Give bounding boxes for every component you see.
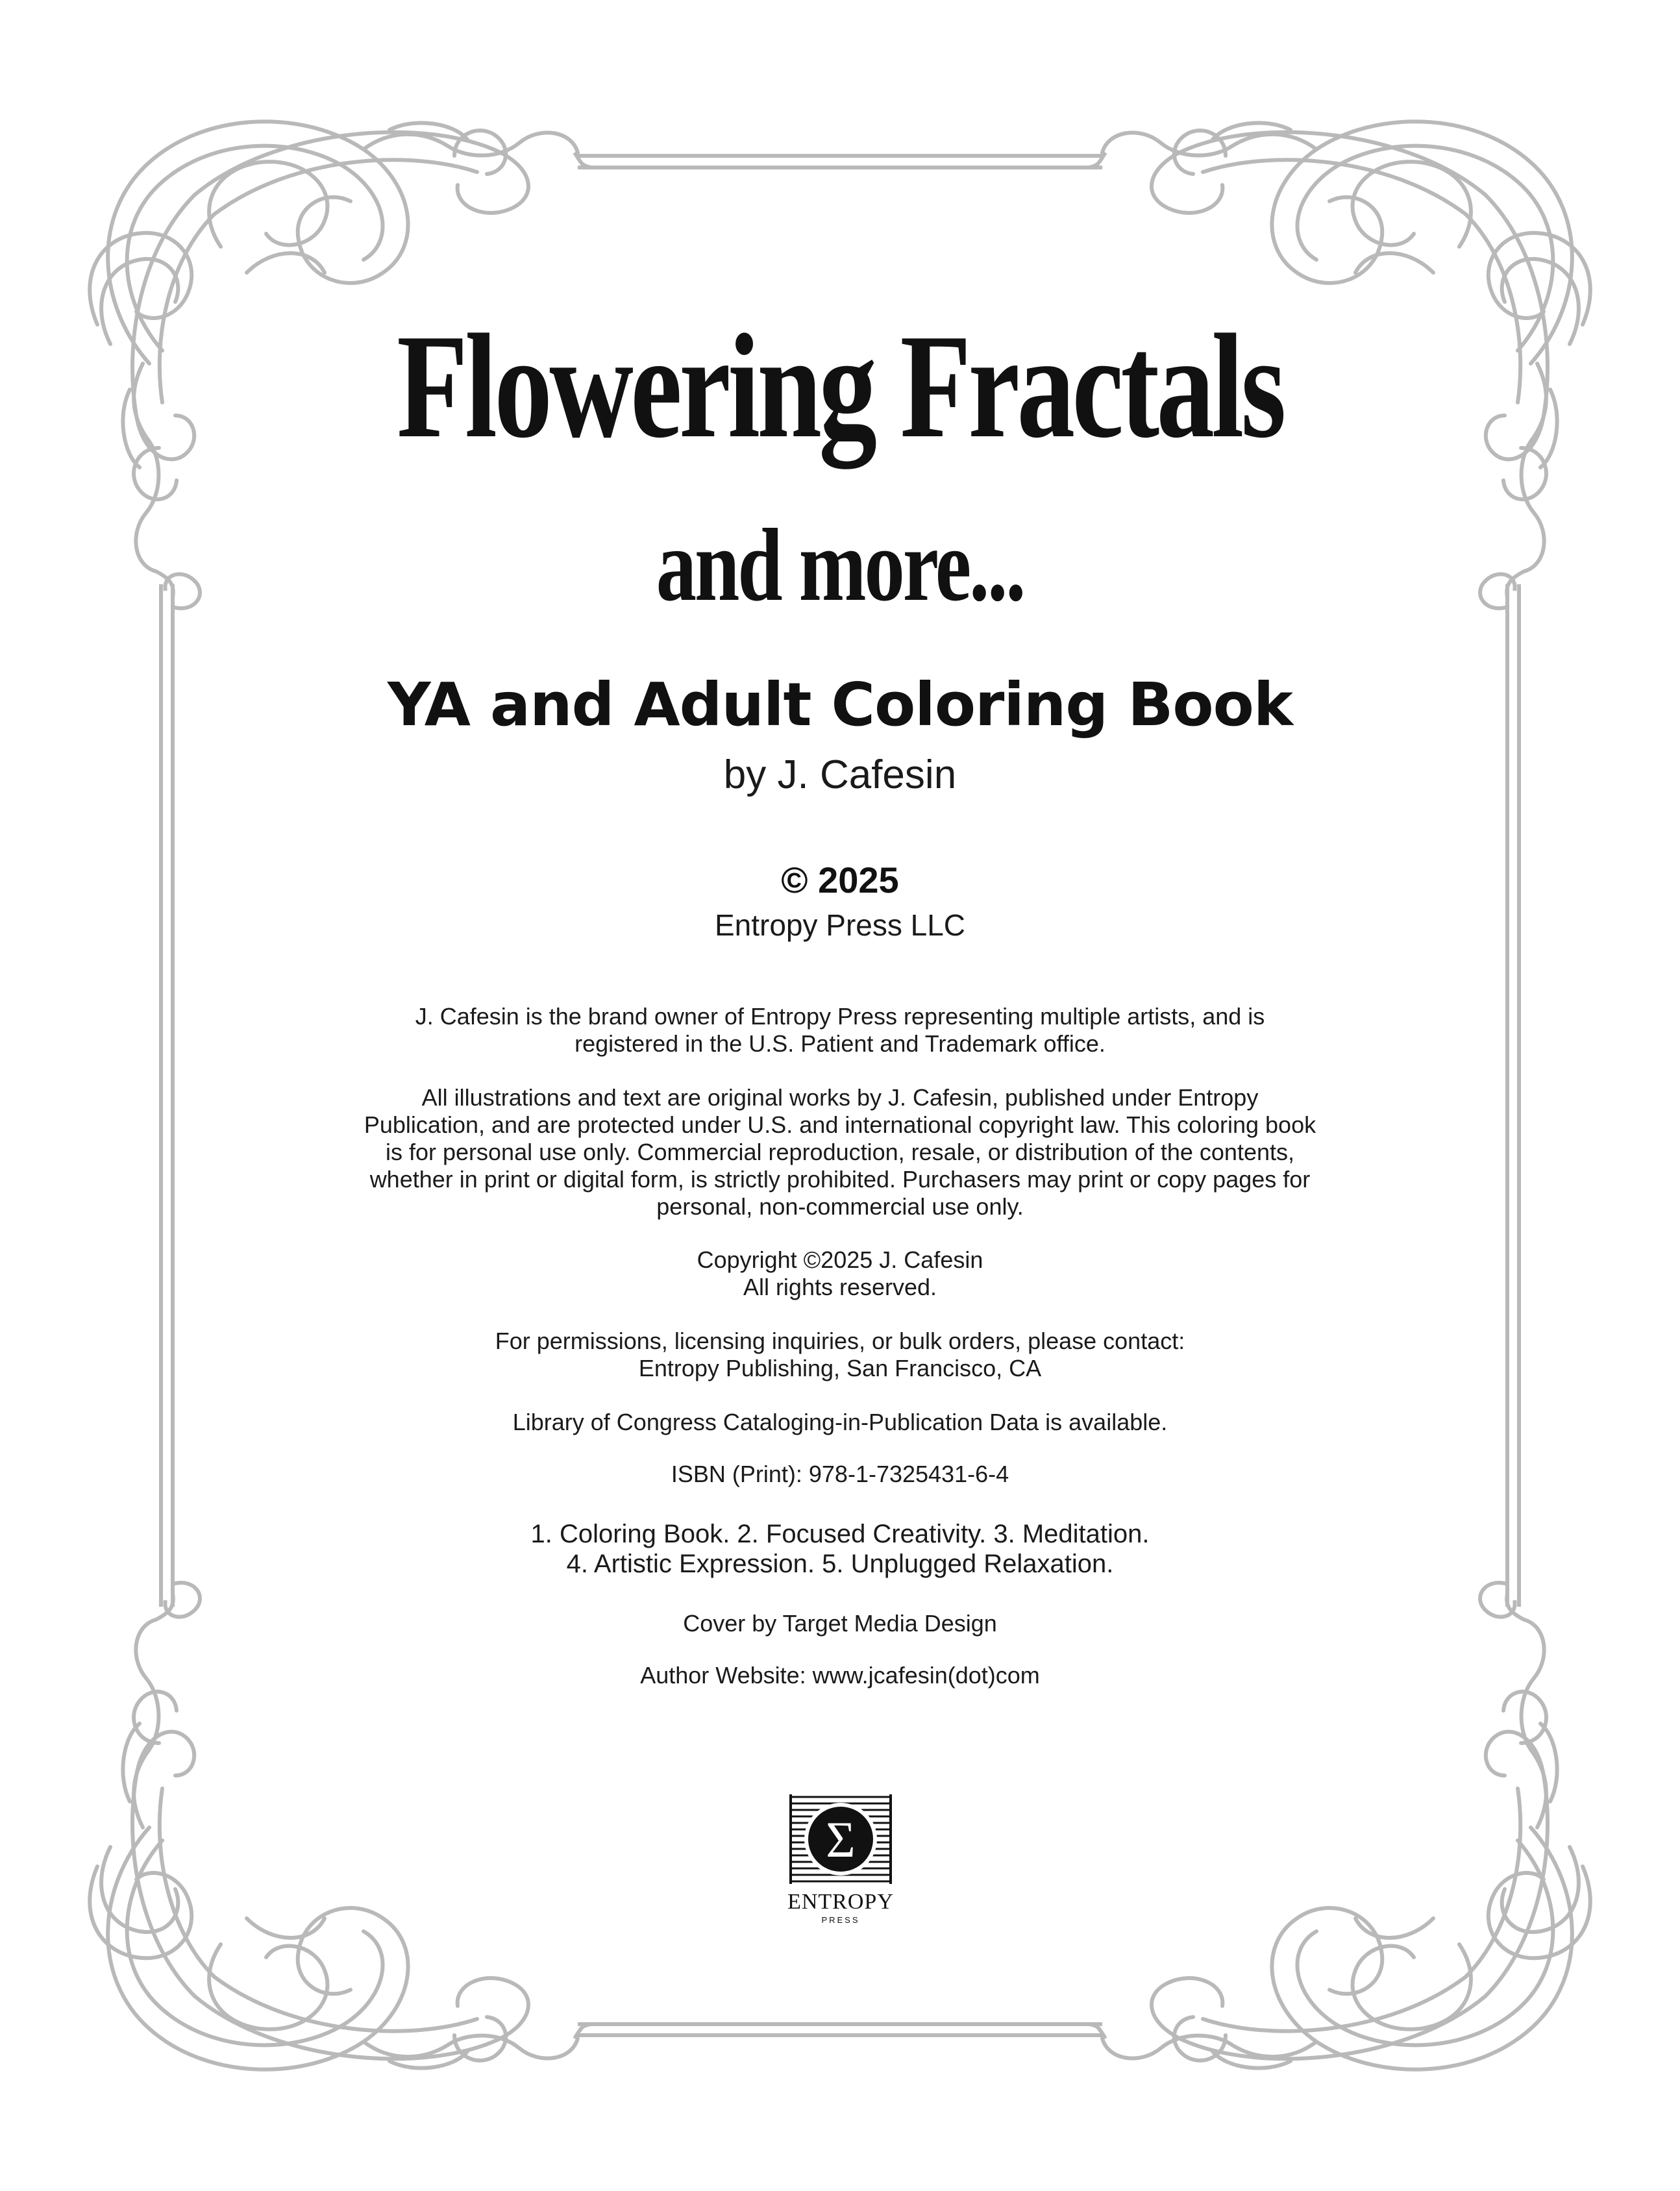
isbn: ISBN (Print): 978-1-7325431-6-4 (671, 1461, 1009, 1487)
rights-notice: All illustrations and text are original works by J. Cafesin, published under Entropy Publication, and are protected under U.S. and international copyright law. This coloring book is for personal use only. Commercial reproduction, resale, or distribution of the contents, whether in print or digital form, is strictly prohibited. Purchasers may print or copy pages for personal, non-commercial use only. (364, 1084, 1316, 1220)
copyright-notice (364, 1246, 1316, 1301)
contact-org: Entropy Publishing, San Francisco, CA (638, 1355, 1042, 1381)
author-website: Author Website: www.jcafesin(dot)com (640, 1662, 1040, 1689)
book-type: YA and Adult Coloring Book (387, 670, 1293, 739)
book-subtitle: and more... (656, 507, 1024, 623)
logo-wordmark: ENTROPY (787, 1890, 894, 1914)
book-title: Flowering Fractals (397, 303, 1283, 469)
copyright-line: Copyright ©2025 J. Cafesin (697, 1246, 983, 1273)
contact-notice (364, 1328, 1316, 1382)
copyright-year: © 2025 (781, 860, 899, 900)
logo-subtext: PRESS (821, 1915, 860, 1925)
entropy-press-logo (785, 1792, 896, 1928)
brand-owner-notice: J. Cafesin is the brand owner of Entropy Press representing multiple artists, and is registered in the U.S. Patient and Trademark office. (415, 1003, 1265, 1057)
subject-list (364, 1519, 1316, 1579)
publisher-name: Entropy Press LLC (714, 908, 966, 942)
rights-reserved: All rights reserved. (743, 1274, 937, 1300)
cover-credit: Cover by Target Media Design (683, 1610, 997, 1637)
subject-line-1: 1. Coloring Book. 2. Focused Creativity. 3. Meditation. (530, 1520, 1150, 1548)
sigma-icon: Σ (826, 1811, 856, 1868)
author-byline: by J. Cafesin (723, 752, 957, 797)
cip-data: Library of Congress Cataloging-in-Publication Data is available. (512, 1409, 1168, 1435)
contact-line: For permissions, licensing inquiries, or bulk orders, please contact: (495, 1328, 1185, 1354)
subject-line-2: 4. Artistic Expression. 5. Unplugged Relaxation. (566, 1550, 1114, 1578)
